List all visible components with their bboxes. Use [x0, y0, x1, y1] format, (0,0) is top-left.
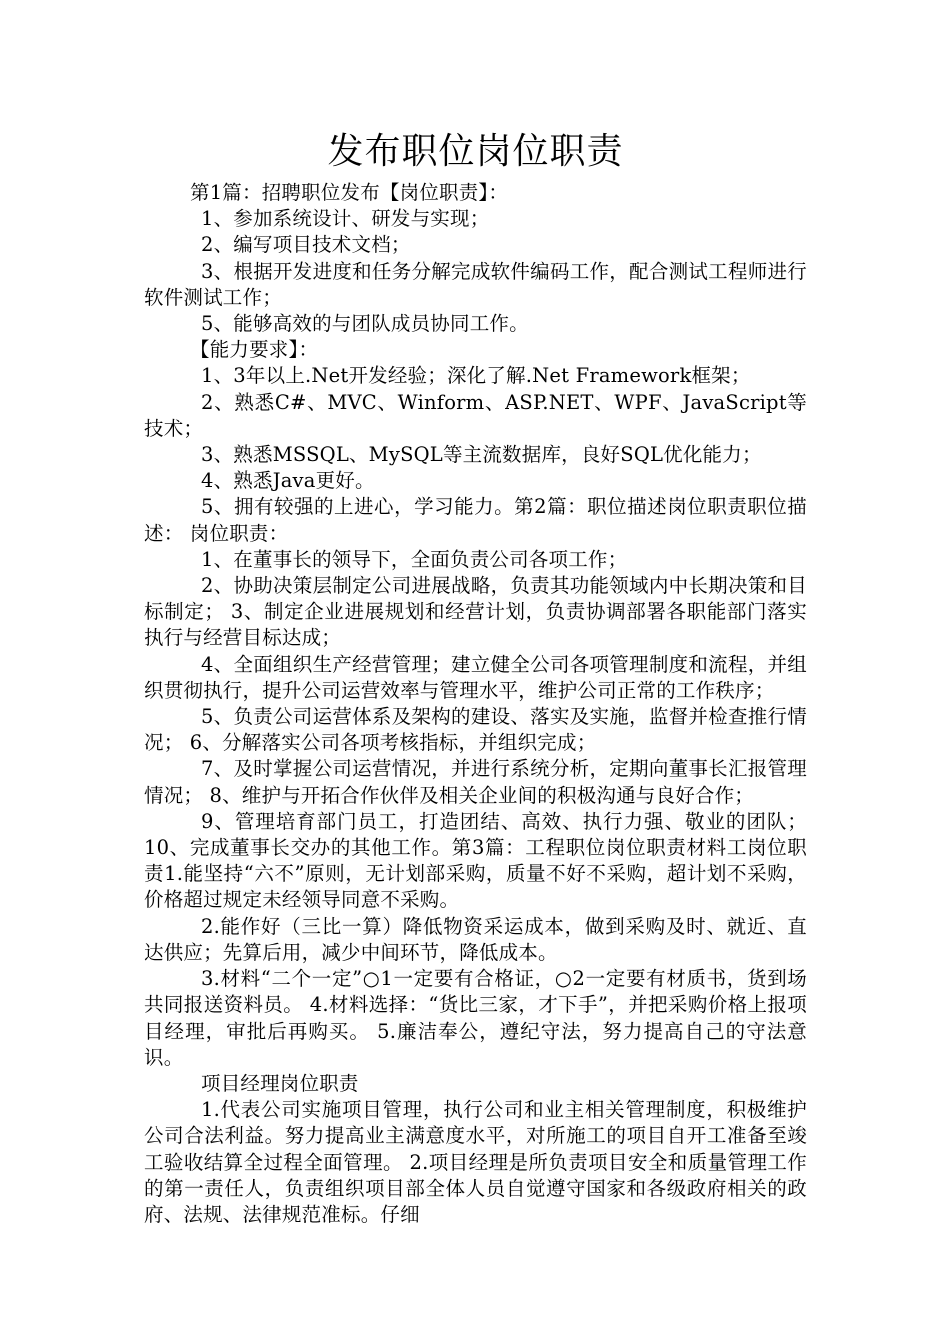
paragraph: 5、能够高效的与团队成员协同工作。	[201, 312, 529, 336]
paragraph: 2、熟悉C#、MVC、Winform、ASP.NET、WPF、JavaScript等技术；	[144, 390, 807, 440]
paragraph: 【能力要求】：	[190, 338, 319, 362]
paragraph: 9、管理培育部门员工，打造团结、高效、执行力强、敬业的团队； 10、完成董事长交办的其他工作。第3篇：工程职位岗位职责材料工岗位职责1.能坚持“六不”原则，无计划部采购，质量不好不采购，超计划不采购，价格超过规定未经领导同意不采购。	[144, 809, 807, 912]
document-body	[144, 180, 807, 1228]
paragraph: 4、全面组织生产经营管理；建立健全公司各项管理制度和流程，并组织贯彻执行，提升公司运营效率与管理水平，维护公司正常的工作秩序；	[144, 652, 807, 702]
paragraph: 3、熟悉MSSQL、MySQL等主流数据库，良好SQL优化能力；	[201, 443, 762, 467]
paragraph: 2、编写项目技术文档；	[201, 233, 411, 257]
paragraph: 第1篇：招聘职位发布【岗位职责】：	[190, 181, 509, 204]
paragraph: 4、熟悉Java更好。	[201, 469, 375, 493]
document-page	[144, 124, 807, 1228]
paragraph: 项目经理岗位职责	[201, 1071, 359, 1095]
paragraph: 5、拥有较强的上进心，学习能力。第2篇：职位描述岗位职责职位描述： 岗位职责：	[144, 495, 807, 545]
paragraph: 2.能作好（三比一算）降低物资采运成本，做到采购及时、就近、直达供应；先算后用，减少中间环节，降低成本。	[144, 914, 807, 964]
paragraph: 1、参加系统设计、研发与实现；	[201, 207, 490, 231]
paragraph: 1、在董事长的领导下，全面负责公司各项工作；	[201, 547, 628, 571]
paragraph: 3、根据开发进度和任务分解完成软件编码工作，配合测试工程师进行软件测试工作；	[144, 259, 807, 309]
paragraph: 7、及时掌握公司运营情况，并进行系统分析，定期向董事长汇报管理情况； 8、维护与开拓合作伙伴及相关企业间的积极沟通与良好合作；	[144, 757, 807, 807]
paragraph: 1、3年以上.Net开发经验；深化了解.Net Framework框架；	[201, 364, 751, 388]
paragraph: 3.材料“二个一定”○1一定要有合格证，○2一定要有材质书，货到场共同报送资料员。 4.材料选择：“货比三家，才下手”，并把采购价格上报项目经理，审批后再购买。 5.廉洁奉公，遵纪守法，努力提高自己的守法意识。	[144, 967, 807, 1069]
paragraph: 2、协助决策层制定公司进展战略，负责其功能领域内中长期决策和目标制定； 3、制定企业进展规划和经营计划，负责协调部署各职能部门落实执行与经营目标达成；	[144, 574, 807, 650]
paragraph: 5、负责公司运营体系及架构的建设、落实及实施，监督并检查推行情况； 6、分解落实公司各项考核指标，并组织完成；	[144, 705, 807, 755]
paragraph: 1.代表公司实施项目管理，执行公司和业主相关管理制度，积极维护公司合法利益。努力提高业主满意度水平，对所施工的项目自开工准备至竣工验收结算全过程全面管理。 2.项目经理是所负责项目安全和质量管理工作的第一责任人，负责组织项目部全体人员自觉遵守国家和各级政府相关的政府、法规、法律规范准标。仔细	[144, 1098, 807, 1226]
document-title: 发布职位岗位职责	[327, 131, 624, 172]
